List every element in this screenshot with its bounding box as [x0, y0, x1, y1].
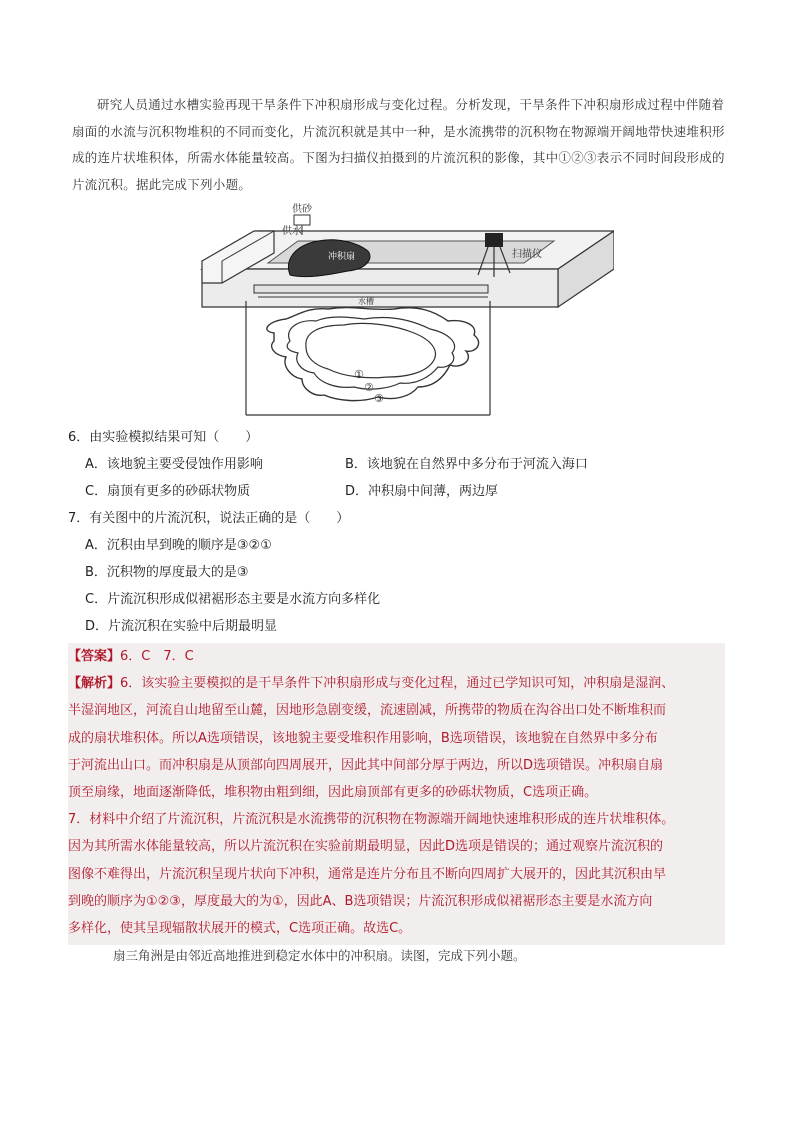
next-material-paragraph: 扇三角洲是由邻近高地推进到稳定水体中的冲积扇。读图，完成下列小题。	[113, 948, 526, 963]
analysis-line-9: 到晚的顺序为①②③，厚度最大的为①，因此A、B选项错误；片流沉积形成似裙裾形态主要是水流方向	[68, 893, 653, 909]
analysis-line-2: 半湿润地区，河流自山地留至山麓，因地形急剧变缓，流速剧减，所携带的物质在沟谷出口处不断堆积而	[68, 703, 667, 719]
flume-experiment-diagram	[198, 201, 614, 419]
analysis-line-4: 于河流出山口。而冲积扇是从顶部向四周展开，因此其中间部分厚于两边，所以D选项错误。冲积扇自扇	[68, 757, 664, 773]
question-7-option-c: C．片流沉积形成似裙裾形态主要是水流方向多样化	[85, 592, 381, 607]
label-supply-water: 供水	[282, 226, 302, 237]
question-list	[68, 424, 728, 640]
sheetflow-outline-1	[306, 323, 436, 377]
answer-text: 6．C 7．C	[120, 649, 194, 664]
question-6-stem: 6．由实验模拟结果可知（ ）	[68, 430, 259, 445]
question-7-option-d: D．片流沉积在实验中后期最明显	[85, 619, 278, 634]
analysis-line-8: 图像不难得出，片流沉积呈现片状向下冲积，通常是连片分布且不断向四周扩大展开的，因此其沉积由早	[68, 866, 667, 882]
question-7-option-b-row	[68, 559, 728, 586]
next-material	[68, 945, 728, 967]
question-7-stem: 7．有关图中的片流沉积，说法正确的是（ ）	[68, 511, 350, 526]
question-7-option-a: A．沉积由早到晚的顺序是③②①	[85, 538, 272, 553]
analysis-line-10: 多样化，使其呈现辐散状展开的模式，C选项正确。故选C。	[68, 921, 412, 937]
question-7-option-b: B．沉积物的厚度最大的是③	[85, 565, 249, 580]
label-tank: 水槽	[358, 297, 374, 306]
answer-tag: 【答案】	[68, 649, 121, 664]
analysis-line-6: 7．材料中介绍了片流沉积，片流沉积是水流携带的沉积物在物源端开阔地快速堆积形成的连片状堆积体。	[68, 812, 675, 828]
label-supply-sand: 供砂	[292, 204, 312, 215]
analysis-text-1: 6．该实验主要模拟的是干旱条件下冲积扇形成与变化过程，通过已学知识可知，冲积扇是湿润、	[120, 676, 675, 692]
intro-material	[72, 92, 732, 198]
label-fan: 冲积扇	[328, 252, 356, 262]
analysis-line-3: 成的扇状堆积体。所以A选项错误，该地貌主要受堆积作用影响，B选项错误，该地貌在自然界中多分布	[68, 730, 658, 746]
tank-rail	[254, 285, 488, 293]
question-6-option-d: D．冲积扇中间薄，两边厚	[345, 484, 499, 499]
scanner-device	[485, 233, 503, 247]
sand-funnel	[294, 215, 310, 225]
experiment-figure	[198, 201, 614, 419]
label-scanner: 扫描仪	[512, 249, 542, 260]
analysis-tag: 【解析】	[68, 676, 121, 692]
question-6-options-row-2	[68, 478, 728, 505]
question-6-options-row-1	[68, 451, 728, 478]
question-7-option-c-row	[68, 586, 728, 613]
question-6-option-c: C．扇顶有更多的砂砾状物质	[85, 484, 251, 499]
answer-line	[68, 643, 725, 670]
label-stage-1: ①	[354, 368, 364, 381]
analysis-line-5: 顶至扇缘，地面逐渐降低，堆积物由粗到细，因此扇顶部有更多的砂砾状物质，C选项正确。	[68, 785, 598, 801]
analysis-line-7: 因为其所需水体能量较高，所以片流沉积在实验前期最明显，因此D选项是错误的；通过观察片流沉积的	[68, 839, 664, 855]
label-stage-3: ③	[374, 392, 384, 405]
analysis-line-1	[68, 670, 725, 697]
question-6-option-b: B．该地貌在自然界中多分布于河流入海口	[345, 457, 588, 472]
question-7-option-a-row	[68, 532, 728, 559]
answer-analysis-box	[68, 643, 725, 945]
label-stage-2: ②	[364, 381, 374, 394]
intro-paragraph: 研究人员通过水槽实验再现干旱条件下冲积扇形成与变化过程。分析发现，干旱条件下冲积扇形成过程中伴随着扇面的水流与沉积物堆积的不同而变化，片流沉积就是其中一种，是水流携带的沉积物在物源端开阔地带快速堆积形成的连片状堆积体，所需水体能量较高。下图为扫描仪拍摄到的片流沉积的影像，其中①②③表示不同时间段形成的片流沉积。据此完成下列小题。	[72, 97, 725, 192]
question-7-option-d-row	[68, 613, 728, 640]
question-6-option-a: A．该地貌主要受侵蚀作用影响	[85, 457, 263, 472]
